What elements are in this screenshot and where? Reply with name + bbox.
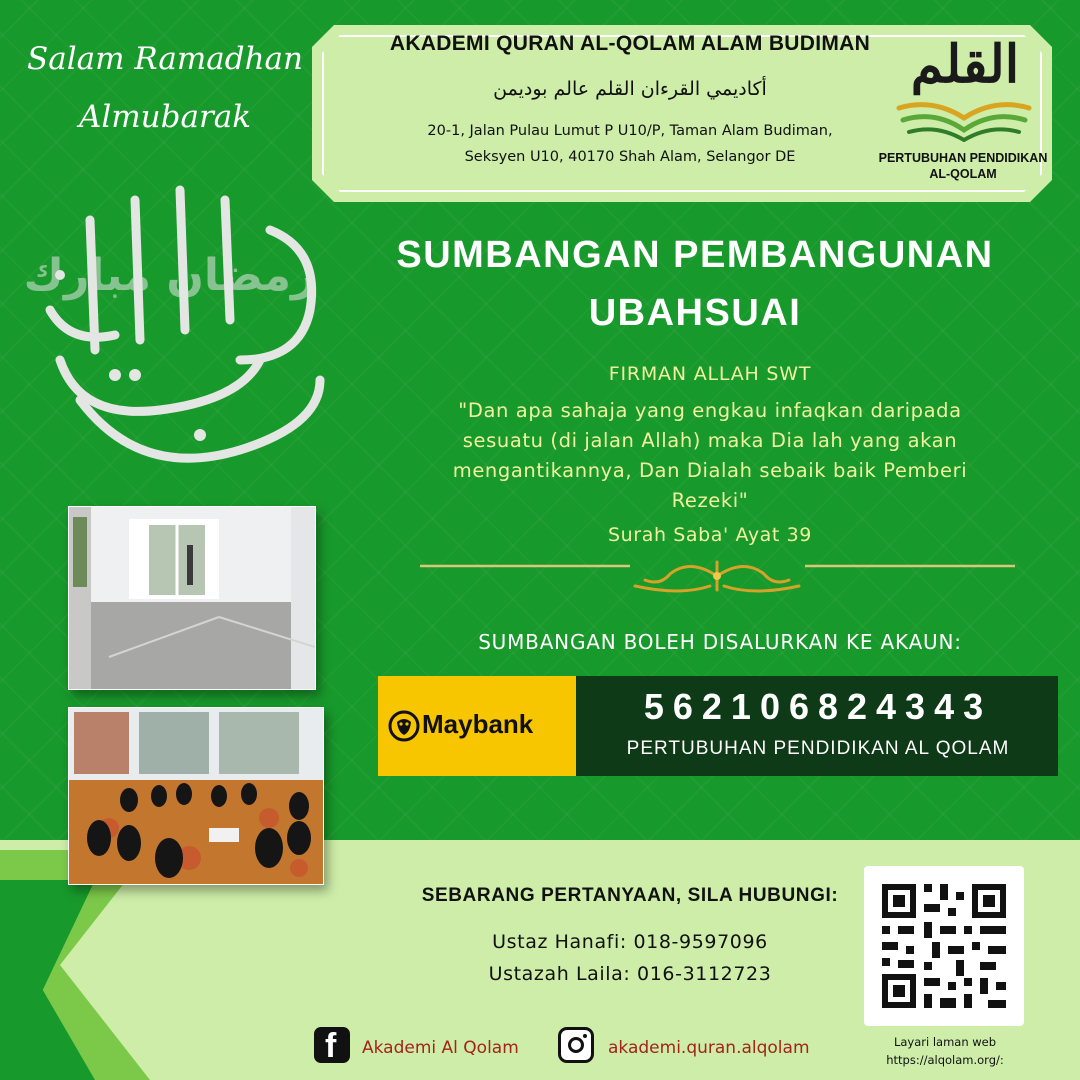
quote-line1: "Dan apa sahaja yang engkau infaqkan daripada (458, 399, 962, 422)
surah-reference: Surah Saba' Ayat 39 (608, 524, 812, 546)
bank-account-box (378, 676, 1058, 776)
contact-ustazah-laila: Ustazah Laila: 016-3112723 (488, 963, 772, 985)
logo-arabic-text: القلم (910, 34, 1020, 95)
address-line2: Seksyen U10, 40170 Shah Alam, Selangor DE (464, 149, 796, 165)
qr-caption-line1: Layari laman web (893, 1035, 997, 1049)
maybank-wordmark: Maybank (422, 709, 534, 739)
facebook-page-link[interactable]: Akademi Al Qolam (362, 1038, 519, 1058)
quote-line4: Rezeki" (671, 489, 749, 512)
facebook-icon[interactable]: f (314, 1027, 350, 1063)
organization-address (330, 118, 930, 170)
main-title (330, 226, 1060, 342)
qr-code-icon (864, 866, 1024, 1026)
organization-arabic-name: أكاديمي القرءان القلم عالم بوديمن (493, 78, 767, 100)
website-qr-code[interactable] (864, 866, 1024, 1026)
account-holder-name: PERTUBUHAN PENDIDIKAN AL QOLAM (626, 738, 1010, 759)
greeting-line2: Almubarak (78, 99, 252, 135)
organization-title: AKADEMI QURAN AL-QOLAM ALAM BUDIMAN (389, 32, 871, 55)
instagram-icon[interactable] (558, 1027, 594, 1063)
main-title-line1: SUMBANGAN PEMBANGUNAN (396, 234, 994, 276)
open-book-icon (893, 98, 1035, 142)
instagram-handle-link[interactable]: akademi.quran.alqolam (608, 1038, 810, 1058)
account-label: SUMBANGAN BOLEH DISALURKAN KE AKAUN: (478, 630, 962, 654)
quran-quote (405, 396, 1015, 516)
logo-caption-line2: AL-QOLAM (929, 167, 997, 181)
contact-ustaz-hanafi: Ustaz Hanafi: 018-9597096 (492, 931, 768, 953)
students-class-photo (68, 707, 324, 885)
logo-caption (870, 150, 1056, 182)
maybank-tiger-icon (388, 710, 420, 742)
qr-caption-line2[interactable]: https://alqolam.org/: (886, 1053, 1004, 1067)
greeting-line1: Salam Ramadhan (26, 41, 304, 77)
qr-caption (850, 1033, 1040, 1069)
ornament-divider-icon (420, 556, 1015, 600)
ramadhan-greeting (20, 30, 310, 146)
calligraphy-text: رمضان مبارك (23, 250, 317, 301)
renovation-room-photo (68, 506, 316, 690)
maybank-logo (378, 676, 576, 776)
firman-heading: FIRMAN ALLAH SWT (608, 363, 812, 385)
quote-line2: sesuatu (di jalan Allah) maka Dia lah yang akan (462, 429, 958, 452)
main-title-line2: UBAHSUAI (588, 292, 802, 334)
ramadan-calligraphy (20, 160, 340, 490)
account-number: 562106824343 (643, 686, 993, 727)
quote-line3: mengantikannya, Dan Dialah sebaik baik Pemberi (452, 459, 968, 482)
logo-caption-line1: PERTUBUHAN PENDIDIKAN (878, 151, 1048, 165)
contact-heading: SEBARANG PERTANYAAN, SILA HUBUNGI: (421, 885, 839, 906)
address-line1: 20-1, Jalan Pulau Lumut P U10/P, Taman Alam Budiman, (427, 123, 833, 139)
